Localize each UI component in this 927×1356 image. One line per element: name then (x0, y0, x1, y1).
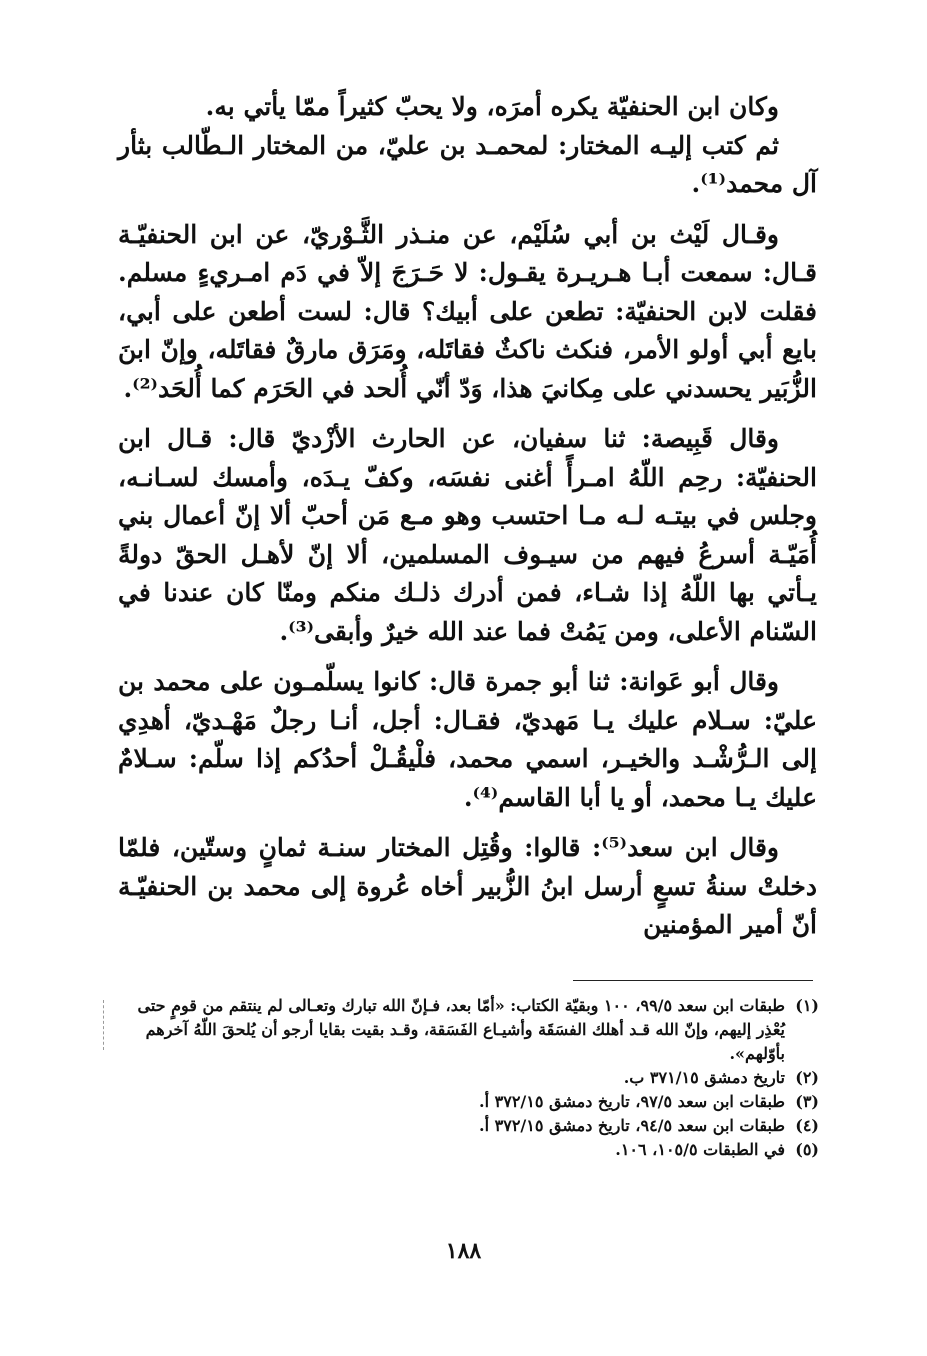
main-text (118, 88, 817, 945)
paragraph-1: وكان ابن الحنفيّة يكره أمرَه، ولا يحبّ كثيراً ممّا يأتي به. (205, 92, 779, 121)
footnote-separator (573, 980, 813, 981)
footnote-text: تاريخ دمشق ٣٧١/١٥ ب. (623, 1068, 785, 1087)
footnote-4 (120, 1114, 819, 1138)
paragraph-4: وقال قَبِيصة: ثنا سفيان، عن الحارث الأزْديّ قال: قـال ابن الحنفيّة: رحِم اللّهُ امـرأً أغنى نفسَه، وكفّ يـدَه، وأمسك لسـانـه، وجلس في بيتـه لـه مـا احتسب وهو مـع مَن أحبّ ألا إنّ أعمال بني أُمَيّـة أسرعُ فيهم من سيـوف المسلمين، ألا إنّ لأهـل الحقّ دولةً يـأتي بها اللّهُ إذا شـاء، فمن أدرك ذلـك منكم ومنّا كان عندنا في السّنام الأعلى، ومن يَمُتْ فما عند الله خيرٌ وأبقى⁽³⁾. (118, 424, 817, 646)
footnote-text: طبقات ابن سعد ٩٩/٥، ١٠٠ وبقيّة الكتاب: «أمّا بعد، فـإنّ الله تبارك وتعـالى لم ينتقم من قومٍ حتى يُعْذِر إليهم، وإنّ الله قـد أهلك الفسَقَة وأشيـاع الفَسَقة، وقـد بقيت بقايا أرجو أن يُلحقَ اللّهُ آخرهم بأوّلهم». (137, 996, 785, 1063)
paragraph-3: وقـال لَيْث بن أبي سُلَيْم، عن منـذر الثَّـوْريّ، عن ابن الحنفيّـة قـال: سمعت أبـا هـريـرة يقـول: لا حَـرَجَ إلاّ في دَم امـريءٍ مسلم. فقلت لابن الحنفيّة: تطعن على أبيك؟ قال: لست أطعن على أبي، بايع أبي أولو الأمر، فنكث ناكثٌ فقاتَله، ومَرَق مارقٌ فقاتَله، وإنّ ابنَ الزُّبَير يحسدني على مِكانيَ هذا، وَدّ أنّي أُلحد في الحَرَم كما أُلحَد⁽²⁾. (118, 219, 817, 403)
paragraph-5: وقال أبو عَوانة: ثنا أبو جمرة قال: كانوا يسلّمـون على محمد بن عليّ: سـلام عليك يـا مَهديّ، فقـال: أجل، أنـا رجلٌ مَهْـديّ، أهدِي إلى الـرُّشْـد والخيـر، اسمي محمد، فلْيقُـلْ أحدُكم إذا سلّم: سـلامٌ عليك يـا محمد، أو يا أبا القاسم⁽⁴⁾. (118, 667, 817, 812)
footnote-2 (120, 1066, 819, 1090)
footnote-text: طبقات ابن سعد ٩٤/٥، تاريخ دمشق ٣٧٢/١٥ أ. (479, 1116, 785, 1135)
footnote-3 (120, 1090, 819, 1114)
paragraph-2: ثم كتب إليـه المختار: لمحمـد بن عليّ، من المختار الـطّالب بثأر آل محمد⁽¹⁾. (118, 130, 817, 198)
footnotes (120, 994, 819, 1162)
footnote-number: (١) (795, 996, 819, 1015)
footnote-1 (120, 994, 819, 1066)
paragraph-6: وقال ابن سعد⁽⁵⁾: قالوا: وقُتِل المختار سنـة ثمانٍ وستّين، فلمّا دخلتْ سنةُ تسعٍ أرسل ابنُ الزُّبير أخاه عُروة إلى محمد بن الحنفيّـة أنّ أمير المؤمنين (118, 833, 817, 939)
footnote-5 (120, 1138, 819, 1162)
footnote-number: (٥) (795, 1140, 819, 1159)
footnote-text: في الطبقات ١٠٥/٥، ١٠٦. (615, 1140, 785, 1159)
footnote-text: طبقات ابن سعد ٩٧/٥، تاريخ دمشق ٣٧٢/١٥ أ. (479, 1092, 785, 1111)
footnote-number: (٤) (795, 1116, 819, 1135)
footnote-number: (٢) (795, 1068, 819, 1087)
page-number: ١٨٨ (445, 1238, 482, 1264)
footnote-number: (٣) (795, 1092, 819, 1111)
margin-mark (103, 1000, 105, 1050)
